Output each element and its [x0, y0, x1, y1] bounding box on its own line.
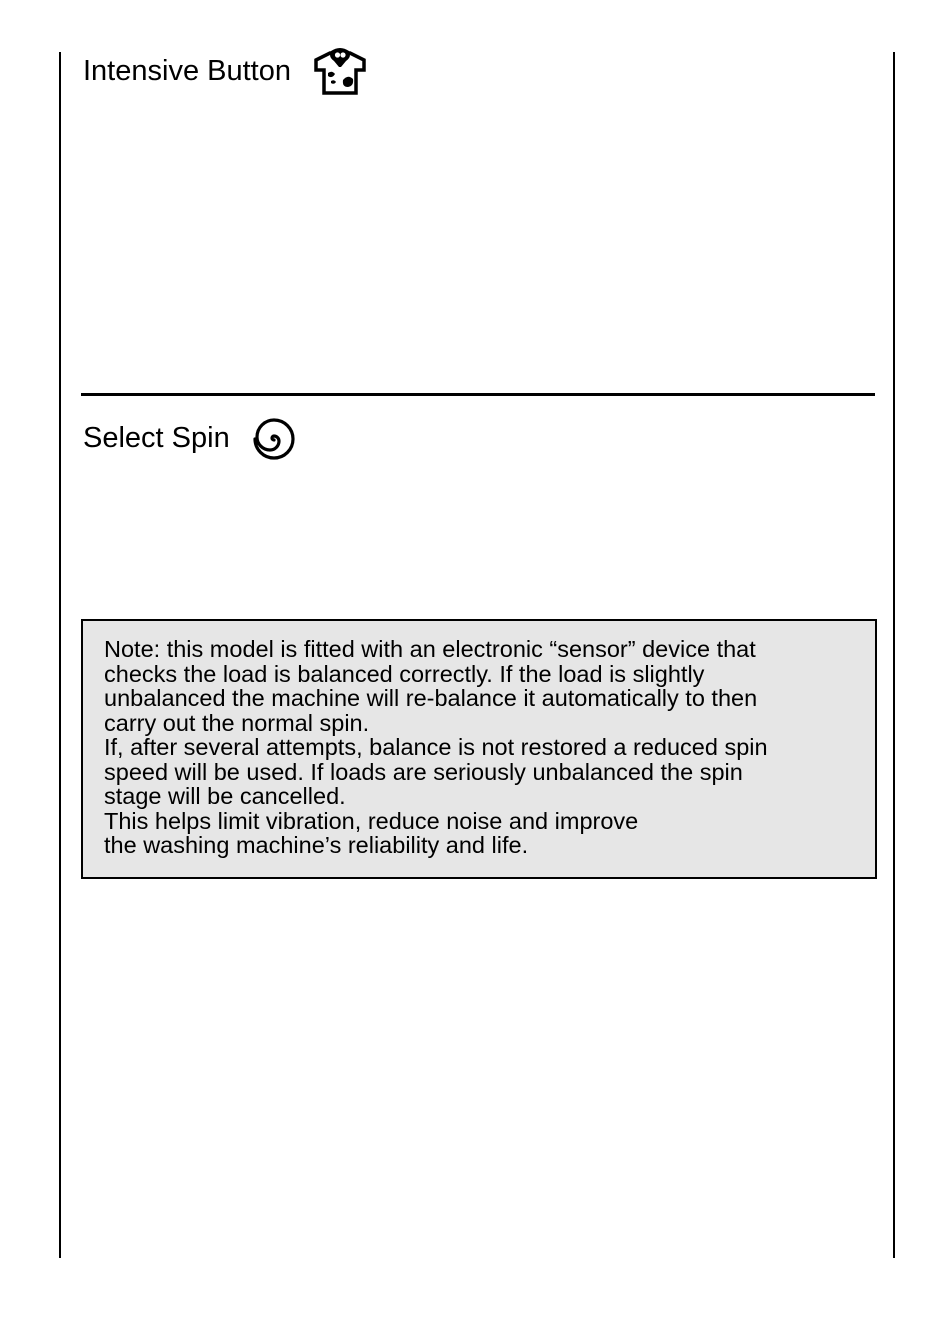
intensive-button-heading	[83, 46, 369, 96]
note-line: speed will be used. If loads are seriously unbalanced the spin	[104, 758, 743, 785]
right-margin-line	[893, 52, 895, 1258]
note-line: carry out the normal spin.	[104, 709, 370, 736]
section-divider	[81, 393, 875, 396]
stained-shirt-icon	[311, 46, 369, 96]
note-line: If, after several attempts, balance is not restored a reduced spin	[104, 734, 768, 760]
balance-sensor-note	[81, 619, 877, 879]
spin-spiral-icon	[250, 414, 298, 462]
note-line: This helps limit vibration, reduce noise and improve	[104, 807, 639, 834]
select-spin-title: Select Spin	[83, 421, 230, 454]
note-line: Note: this model is fitted with an electronic “sensor” device that	[104, 636, 756, 662]
note-line: stage will be cancelled.	[104, 783, 346, 809]
note-line: unbalanced the machine will re-balance it automatically to then	[104, 685, 758, 711]
note-line: the washing machine’s reliability and life.	[104, 832, 529, 858]
select-spin-heading	[83, 414, 298, 462]
note-line: checks the load is balanced correctly. If the load is slightly	[104, 660, 705, 687]
intensive-button-title: Intensive Button	[83, 54, 291, 87]
left-margin-line	[59, 52, 61, 1258]
note-text	[104, 637, 864, 858]
